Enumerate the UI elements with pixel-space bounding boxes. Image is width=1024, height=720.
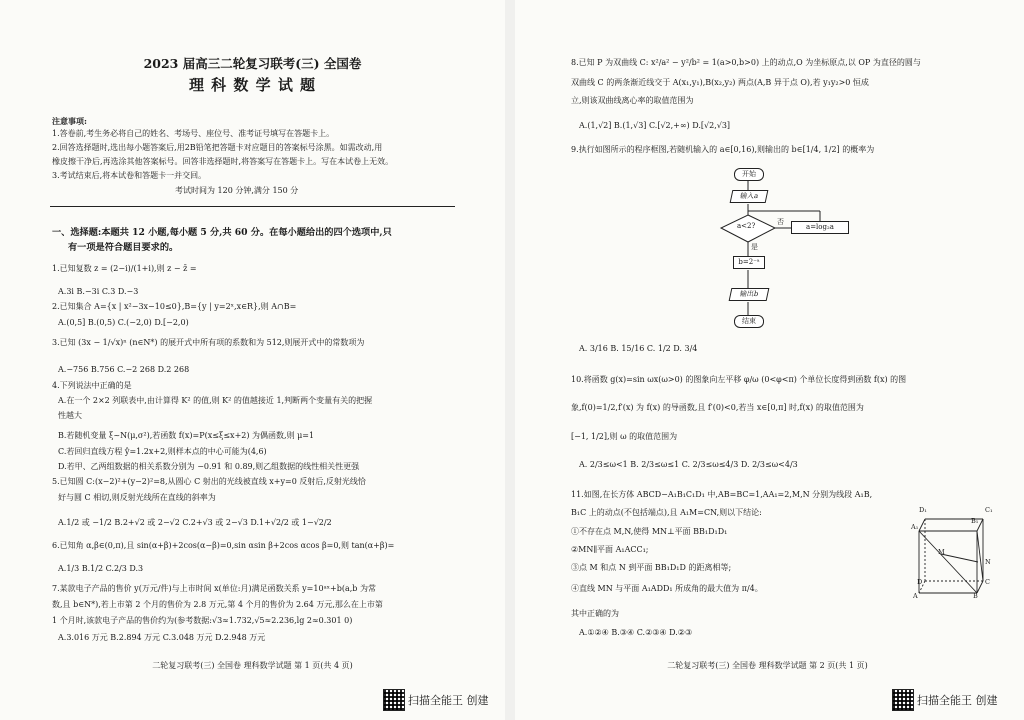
statement-line: ④直线 MN 与平面 A₁ADD₁ 所成角的最大值为 π/4。 [571,584,763,593]
flowchart-lines [705,160,855,335]
cuboid-figure [911,505,1011,605]
question-line: 性越大 [58,411,82,420]
scanner-watermark: 扫描全能王 创建 [408,694,489,707]
cube-label: B₁ [971,517,979,525]
options-line: A.1/2 或 −1/2 B.2+√2 或 2−√2 C.2+√3 或 2−√3 D.1+√2/2 或 1−√2/2 [58,518,332,527]
question-line: 10.将函数 g(x)=sin ωx(ω>0) 的图象向左平移 φ/ω (0<φ<π) 个单位长度得到函数 f(x) 的图 [571,375,907,384]
cube-label: N [985,558,991,566]
flow-yes-label: 是 [751,243,758,251]
divider [50,206,455,207]
statement-line: ②MN∥平面 A₁ACC₁; [571,545,649,554]
options-line: A.(0,5] B.(0,5) C.(−2,0) D.[−2,0) [58,318,189,327]
question-line: B₁C 上的动点(不包括端点),且 A₁M=CN,则以下结论: [571,508,762,517]
flow-no-label: 否 [777,218,784,226]
options-line: A. 2/3≤ω<1 B. 2/3≤ω≤1 C. 2/3≤ω≤4/3 D. 2/3≤ω<4/3 [579,460,798,469]
flow-output: 输出b [729,288,770,301]
question-line: 4.下列说法中正确的是 [52,381,132,390]
flow-end: 结束 [734,315,764,328]
cube-label: A₁ [911,523,919,531]
qr-icon [383,689,405,711]
question-line: 1 个月时,该款电子产品的售价约为(参考数据:√3≈1.732,√5≈2.236,lg 2≈0.301 0) [52,616,353,625]
flow-assign-b: b=2⁻ᵃ [733,256,765,269]
flow-input: 输入a [730,190,769,203]
cube-label: M [938,548,945,556]
options-line: A. 3/16 B. 15/16 C. 1/2 D. 3/4 [579,344,698,353]
notice-line: 2.回答选择题时,选出每小题答案后,用2B铅笔把答题卡对应题目的答案标号涂黑。如需改动,用 [52,143,383,152]
question-line: 立,则该双曲线离心率的取值范围为 [571,96,694,105]
cube-label: C₁ [985,506,993,514]
cube-label: C [985,578,990,586]
question-line: A.在一个 2×2 列联表中,由计算得 K² 的值,则 K² 的值越接近 1,判断两个变量有关的把握 [58,396,373,405]
question-line: 9.执行如图所示的程序框图,若随机输入的 a∈[0,16),则输出的 b∈[1/4, 1/2] 的概率为 [571,145,875,154]
flow-condition: a<2? [737,222,756,230]
section-heading: 一、选择题:本题共 12 小题,每小题 5 分,共 60 分。在每小题给出的四个选项中,只 [52,227,392,238]
cube-label: A [913,592,918,600]
statement-line: ①不存在点 M,N,使得 MN⊥平面 BB₁D₁D₁ [571,527,728,536]
left-page [0,0,505,720]
notice-line: 橡皮擦干净后,再选涂其他答案标号。回答非选择题时,将答案写在答题卡上。写在本试卷上无效。 [52,157,394,166]
scanner-watermark: 扫描全能王 创建 [917,694,998,707]
question-line: D.若甲、乙两组数据的相关系数分别为 −0.91 和 0.89,则乙组数据的线性相关性更强 [58,462,360,471]
notice-line: 3.考试结束后,将本试卷和答题卡一并交回。 [52,171,207,180]
statement-line: ③点 M 和点 N 到平面 BB₁D₁D 的距离相等; [571,563,732,572]
question-line: B.若随机变量 ξ~N(μ,σ²),若函数 f(x)=P(x≤ξ≤x+2) 为偶函数,则 μ=1 [58,431,315,440]
cube-label: D [917,578,923,586]
flow-start: 开始 [734,168,764,181]
flow-assign-log: a=log₂a [791,221,849,234]
question-line: 其中正确的为 [571,609,619,618]
question-line: [−1, 1/2],则 ω 的取值范围为 [571,432,678,441]
time-note: 考试时间为 120 分钟,满分 150 分 [175,186,299,195]
page-footer: 二轮复习联考(三) 全国卷 理科数学试题 第 2 页(共 1 页) [667,661,868,670]
question-line: 好与圆 C 相切,则反射光线所在直线的斜率为 [58,493,216,502]
question-line: 3.已知 (3x − 1/√x)ⁿ (n∈N*) 的展开式中所有项的系数和为 512,则展开式中的常数项为 [52,338,365,347]
options-line: A.(1,√2] B.(1,√3] C.[√2,+∞) D.[√2,√3] [579,121,731,130]
notice-heading: 注意事项: [52,116,87,126]
options-line: A.3.016 万元 B.2.894 万元 C.3.048 万元 D.2.948 万元 [58,633,266,642]
cube-label: B [973,592,978,600]
question-line: 1.已知复数 z = (2−i)/(1+i),则 z − z̄ = [52,264,197,273]
exam-title: 理 科 数 学 试 题 [188,76,317,94]
question-line: 7.某款电子产品的售价 y(万元/件)与上市时间 x(单位:月)满足函数关系 y=10ᵃˣ+b(a,b 为常 [52,584,376,593]
question-line: C.若回归直线方程 ŷ=1.2x+2,则样本点的中心可能为(4,6) [58,447,267,456]
page-footer: 二轮复习联考(三) 全国卷 理科数学试题 第 1 页(共 4 页) [152,661,353,670]
options-line: A.①②④ B.③④ C.②③④ D.②③ [579,628,693,637]
right-page [515,0,1024,720]
question-line: 双曲线 C 的两条渐近线交于 A(x₁,y₁),B(x₂,y₂) 两点(A,B 异于点 O),若 y₁y₂>0 恒成 [571,78,869,87]
qr-icon [892,689,914,711]
cube-label: D₁ [919,506,927,514]
question-line: 8.已知 P 为双曲线 C: x²/a² − y²/b² = 1(a>0,b>0) 上的动点,O 为坐标原点,以 OP 为直径的圆与 [571,58,921,67]
options-line: A.1/3 B.1/2 C.2/3 D.3 [58,564,144,573]
options-line: A.−756 B.756 C.−2 268 D.2 268 [58,365,190,374]
page-gutter [505,0,515,720]
options-line: A.3i B.−3i C.3 D.−3 [58,287,139,296]
question-line: 2.已知集合 A={x | x²−3x−10≤0},B={y | y=2ˣ,x∈R},则 A∩B= [52,302,297,311]
notice-line: 1.答卷前,考生务必将自己的姓名、考场号、座位号、准考证号填写在答题卡上。 [52,129,335,138]
exam-header: 2023 届高三二轮复习联考(三) 全国卷 [143,56,362,71]
question-line: 象,f(0)=1/2,f′(x) 为 f(x) 的导函数,且 f′(0)<0,若当 x∈[0,π] 时,f(x) 的取值范围为 [571,403,864,412]
question-line: 11.如图,在长方体 ABCD−A₁B₁C₁D₁ 中,AB=BC=1,AA₁=2,M,N 分别为线段 A₁B, [571,490,873,499]
question-line: 5.已知圆 C:(x−2)²+(y−2)²=8,从圆心 C 射出的光线被直线 x+y=0 反射后,反射光线恰 [52,477,366,486]
question-line: 6.已知角 α,β∈(0,π),且 sin(α+β)+2cos(α−β)=0,sin αsin β+2cos αcos β=0,则 tan(α+β)= [52,541,395,550]
question-line: 数,且 b∈N*),若上市第 2 个月的售价为 2.8 万元,第 4 个月的售价为 2.64 万元,那么在上市第 [52,600,383,609]
section-heading: 有一项是符合题目要求的。 [68,242,179,253]
